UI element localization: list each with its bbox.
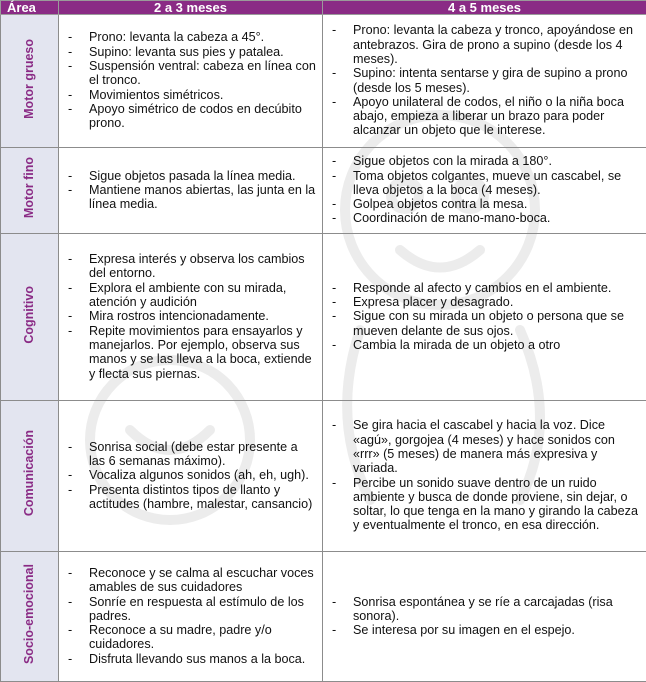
cell-2-3-months: [59, 234, 323, 401]
cell-4-5-months: [323, 552, 646, 682]
cell-2-3-months: [59, 15, 323, 148]
row-comunicación: [1, 401, 646, 552]
milestone-item: - Responde al afecto y cambios en el ambiente.: [329, 281, 640, 295]
milestone-item: - Reconoce a su madre, padre y/o cuidadores.: [65, 623, 316, 652]
milestone-list: [65, 30, 316, 130]
row-motor-fino: [1, 148, 646, 234]
milestone-item: - Prono: levanta la cabeza y tronco, apoyándose en antebrazos. Gira de prono a supino (desde los 4 meses).: [329, 23, 640, 66]
milestone-list: [65, 252, 316, 381]
milestone-item: - Cambia la mirada de un objeto a otro: [329, 338, 640, 352]
cell-4-5-months: [323, 401, 646, 552]
milestone-item: - Presenta distintos tipos de llanto y actitudes (hambre, malestar, cansancio): [65, 483, 316, 512]
milestone-list: [329, 154, 640, 225]
milestone-item: - Sonrisa espontánea y se ríe a carcajadas (risa sonora).: [329, 595, 640, 624]
area-label: Comunicación: [22, 430, 36, 517]
header-4-5-months: 4 a 5 meses: [323, 1, 646, 15]
milestone-item: - Disfruta llevando sus manos a la boca.: [65, 652, 316, 666]
milestone-list: [65, 169, 316, 212]
milestone-item: - Sigue objetos pasada la línea media.: [65, 169, 316, 183]
milestone-item: - Mira rostros intencionadamente.: [65, 309, 316, 323]
area-label: Socio-emocional: [22, 563, 36, 665]
milestone-item: - Percibe un sonido suave dentro de un ruido ambiente y busca de donde proviene, sin dejar, o soltar, lo que tenga en la mano y girando la cabeza y eventualmente el tronco, en esa dirección.: [329, 476, 640, 533]
milestone-item: - Movimientos simétricos.: [65, 88, 316, 102]
milestone-item: - Coordinación de mano-mano-boca.: [329, 211, 640, 225]
cell-4-5-months: [323, 234, 646, 401]
area-label: Motor fino: [22, 157, 36, 219]
milestone-item: - Repite movimientos para ensayarlos y manejarlos. Por ejemplo, observa sus manos y se las lleva a la boca, extiende y flecta sus piernas.: [65, 324, 316, 381]
milestone-item: - Toma objetos colgantes, mueve un cascabel, se lleva objetos a la boca (4 meses).: [329, 169, 640, 198]
milestone-item: - Reconoce y se calma al escuchar voces amables de sus cuidadores: [65, 566, 316, 595]
milestone-item: - Mantiene manos abiertas, las junta en la línea media.: [65, 183, 316, 212]
milestone-list: [65, 440, 316, 511]
area-label: Motor grueso: [22, 38, 36, 119]
milestone-item: - Se gira hacia el cascabel y hacia la voz. Dice «agú», gorgojea (4 meses) y hace sonidos con «rrr» (5 meses) de manera más expresiva y variada.: [329, 418, 640, 475]
header-row: [1, 1, 646, 15]
area-cell: [1, 401, 59, 552]
milestone-list: [329, 418, 640, 532]
milestone-item: - Supino: intenta sentarse y gira de supino a prono (desde los 5 meses).: [329, 66, 640, 95]
area-cell: [1, 234, 59, 401]
milestone-item: - Expresa placer y desagrado.: [329, 295, 640, 309]
row-socio-emocional: [1, 552, 646, 682]
milestone-item: - Sonríe en respuesta al estímulo de los padres.: [65, 595, 316, 624]
milestone-list: [329, 23, 640, 137]
milestone-item: - Explora el ambiente con su mirada, atención y audición: [65, 281, 316, 310]
milestone-item: - Sigue objetos con la mirada a 180°.: [329, 154, 640, 168]
milestone-item: - Supino: levanta sus pies y patalea.: [65, 45, 316, 59]
milestone-item: - Golpea objetos contra la mesa.: [329, 197, 640, 211]
milestone-item: - Se interesa por su imagen en el espejo.: [329, 623, 640, 637]
area-cell: [1, 148, 59, 234]
milestone-item: - Apoyo unilateral de codos, el niño o la niña boca abajo, empieza a liberar un brazo para poder alcanzar un objeto que le interese.: [329, 95, 640, 138]
milestone-item: - Sonrisa social (debe estar presente a las 6 semanas máximo).: [65, 440, 316, 469]
cell-4-5-months: [323, 148, 646, 234]
milestone-item: - Expresa interés y observa los cambios del entorno.: [65, 252, 316, 281]
milestone-item: - Vocaliza algunos sonidos (ah, eh, ugh).: [65, 468, 316, 482]
header-2-3-months: 2 a 3 meses: [59, 1, 323, 15]
milestone-item: - Prono: levanta la cabeza a 45°.: [65, 30, 316, 44]
area-cell: [1, 15, 59, 148]
milestone-item: - Suspensión ventral: cabeza en línea con el tronco.: [65, 59, 316, 88]
cell-2-3-months: [59, 552, 323, 682]
area-cell: [1, 552, 59, 682]
row-motor-grueso: [1, 15, 646, 148]
cell-2-3-months: [59, 148, 323, 234]
cell-2-3-months: [59, 401, 323, 552]
cell-4-5-months: [323, 15, 646, 148]
header-area: Área: [1, 1, 59, 15]
milestone-list: [65, 566, 316, 666]
milestone-list: [329, 281, 640, 352]
area-label: Cognitivo: [22, 285, 36, 344]
milestone-item: - Sigue con su mirada un objeto o persona que se mueven delante de sus ojos.: [329, 309, 640, 338]
milestone-item: - Apoyo simétrico de codos en decúbito prono.: [65, 102, 316, 131]
row-cognitivo: [1, 234, 646, 401]
milestone-list: [329, 595, 640, 638]
